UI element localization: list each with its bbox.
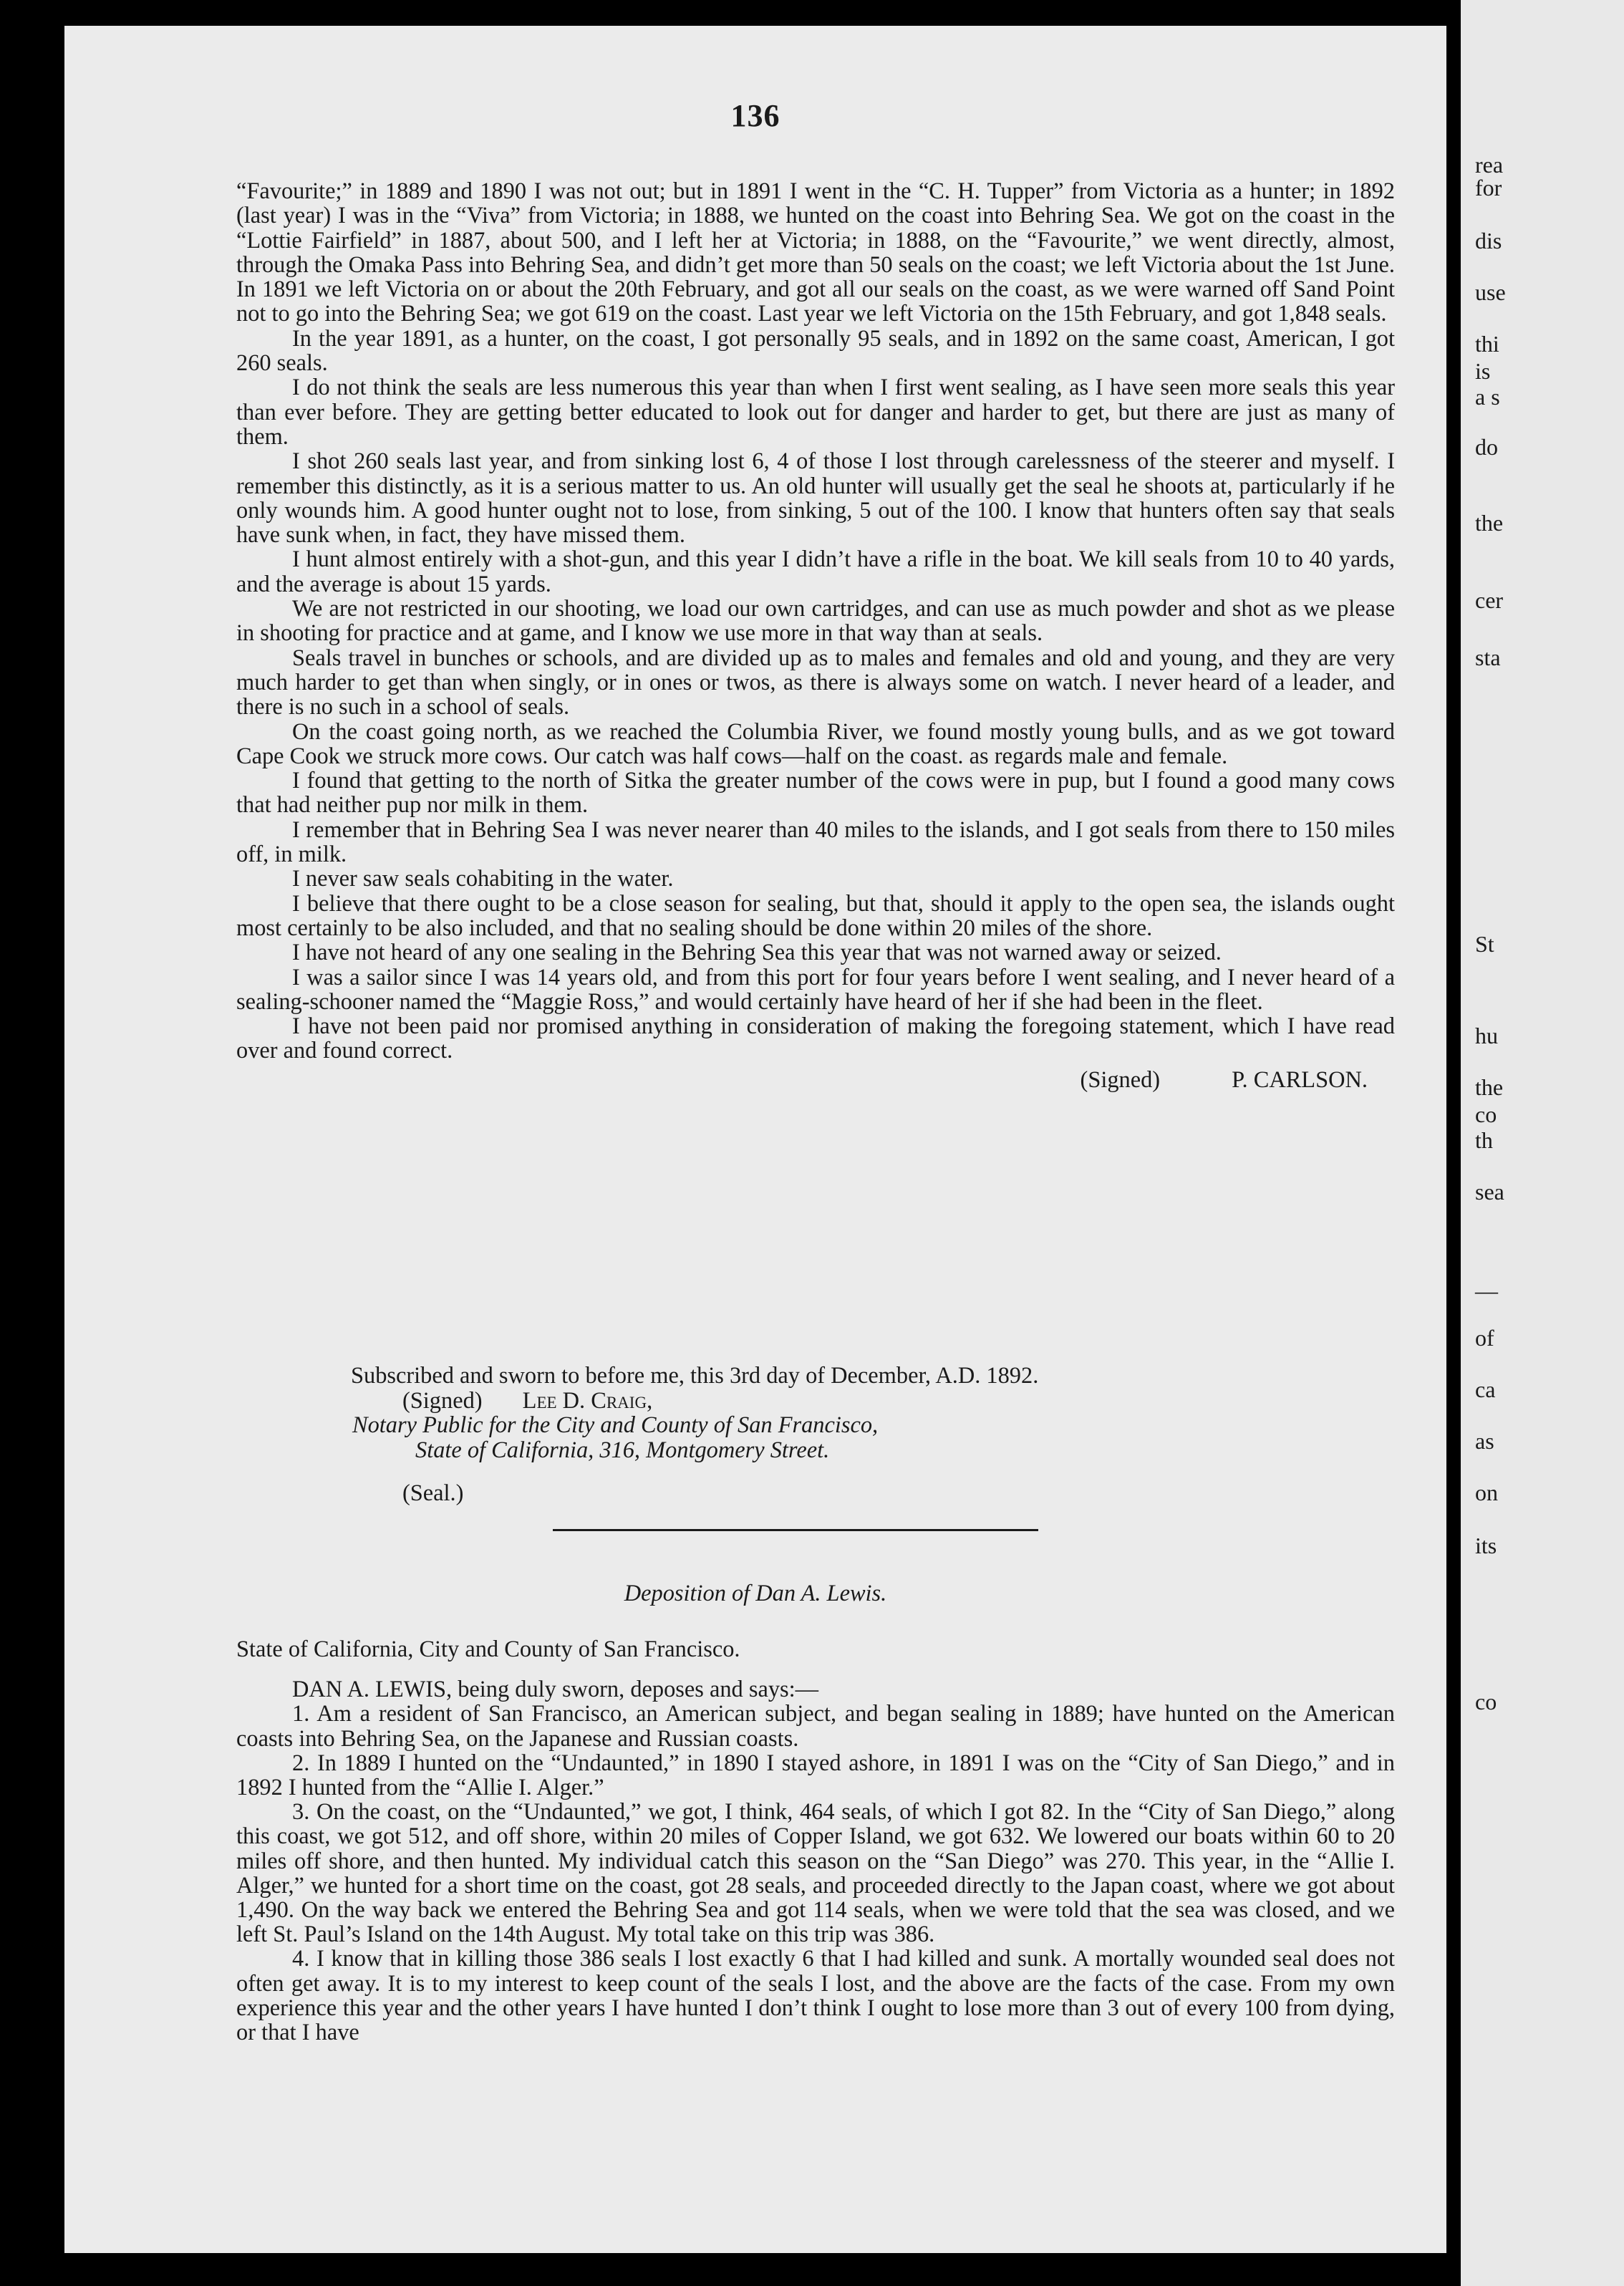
adjacent-fragment: a s [1475,384,1500,410]
adjacent-fragment: use [1475,279,1506,305]
paragraph: I shot 260 seals last year, and from sinking lost 6, 4 of those I lost through carelessness of the steerer and myself. I remember this distinctly, as it is a serious matter to us. An old hunter will usually get the seal he shoots at, particularly if he only wounds him. A good hunter ought not to lose, from sinking, 5 out of the 100. I know that hunters often say that seals have sunk when, in fact, they have missed them. [236,448,1395,549]
paragraph: On the coast going north, as we reached the Columbia River, we found mostly young bulls, and as we got toward Cape Cook we struck more cows. Our catch was half cows—half on the coast. as regards male and female. [236,718,1395,769]
signature-line [236,1068,1395,1092]
adjacent-fragment: for [1475,175,1502,201]
notary-title: Notary Public for the City and County of San Francisco, [352,1412,879,1439]
paragraph: I found that getting to the north of Sitka the greater number of the cows were in pup, but I found a good many cows that had neither pup nor milk in them. [236,768,1395,819]
paragraph: I have not been paid nor promised anything in consideration of making the foregoing statement, which I have read over and found correct. [236,1013,1395,1064]
sworn-statement: Subscribed and sworn to before me, this 3rd day of December, A.D. 1892. [351,1363,1039,1389]
notary-block [236,1364,1395,1506]
adjacent-fragment: — [1475,1278,1498,1303]
deposition-item: 1. Am a resident of San Francisco, an American subject, and began sealing in 1889; have hunted on the American coasts into Behring Sea, on the Japanese and Russian coasts. [236,1701,1395,1752]
book-page [64,26,1446,2253]
adjacent-fragment: hu [1475,1023,1498,1048]
adjacent-fragment: of [1475,1325,1494,1351]
adjacent-fragment: ca [1475,1376,1496,1402]
paragraph: I do not think the seals are less numerous this year than when I first went sealing, as I have seen more seals this year than ever before. They are getting better educated to look out for danger and harder to get, but there are just as many of them. [236,375,1395,450]
page-number: 136 [730,98,780,133]
deposition-item: 2. In 1889 I hunted on the “Undaunted,” in 1890 I stayed ashore, in 1891 I was on the “City of San Diego,” and in 1892 I hunted from the “Allie I. Alger.” [236,1750,1395,1801]
adjacent-fragment: dis [1475,228,1502,254]
adjacent-fragment: thi [1475,331,1499,357]
signed-label: (Signed) [402,1387,483,1414]
lewis-deposition [236,1637,1395,2045]
adjacent-fragment: co [1475,1101,1497,1127]
section-divider [553,1529,1038,1531]
deposition-heading: Deposition of Dan A. Lewis. [624,1581,887,1606]
venue: State of California, City and County of San Francisco. [236,1636,740,1662]
adjacent-fragment: sea [1475,1179,1504,1205]
adjacent-page [1461,0,1624,2286]
signatory-name: P. CARLSON. [1232,1066,1368,1093]
adjacent-fragment: the [1475,510,1504,536]
deposition-item: 4. I know that in killing those 386 seals I lost exactly 6 that I had killed and sunk. A mortally wounded seal does not often get away. It is to my interest to keep count of the seals I lost, and the above are the facts of the case. From my own experience this year and the other years I have hunted I don’t think I ought to lose more than 3 out of every 100 from dying, or that I have [236,1946,1395,2046]
adjacent-fragment: th [1475,1127,1493,1153]
adjacent-fragment: as [1475,1428,1494,1454]
paragraph: Seals travel in bunches or schools, and are divided up as to males and females and old and young, and they are very much harder to get than when singly, or in ones or twos, as there is always some on watch. I never heard of a leader, and there is no such in a school of seals. [236,645,1395,720]
carlson-statement [236,179,1395,1092]
paragraph: “Favourite;” in 1889 and 1890 I was not out; but in 1891 I went in the “C. H. Tupper” from Victoria as a hunter; in 1892 (last year) I was in the “Viva” from Victoria; in 1888, we hunted on the coast into Behring Sea. We got on the coast in the “Lottie Fairfield” in 1887, about 500, and I left her at Victoria; in 1888, on the “Favourite,” we went directly, almost, through the Omaka Pass into Behring Sea, and didn’t get more than 50 seals on the coast; we left Victoria about the 1st June. In 1891 we left Victoria on or about the 20th February, and got all our seals on the coast, as we were warned off Sand Point not to go into the Behring Sea; we got 619 on the coast. Last year we left Victoria on the 15th February, and got 1,848 seals. [236,178,1395,327]
paragraph: I hunt almost entirely with a shot-gun, and this year I didn’t have a rifle in the boat. We kill seals from 10 to 40 yards, and the average is about 15 yards. [236,546,1395,597]
paragraph: I remember that in Behring Sea I was never nearer than 40 miles to the islands, and I got seals from there to 150 miles off, in milk. [236,816,1395,868]
paragraph: I never saw seals cohabiting in the water. [292,866,674,892]
paragraph: I was a sailor since I was 14 years old, and from this port for four years before I went sealing, and I never heard of a sealing-schooner named the “Maggie Ross,” and would certainly have heard of her if she had been in the fleet. [236,964,1395,1015]
paragraph: In the year 1891, as a hunter, on the coast, I got personally 95 seals, and in 1892 on the same coast, American, I got 260 seals. [236,325,1395,377]
adjacent-fragment: sta [1475,645,1501,670]
paragraph: We are not restricted in our shooting, we load our own cartridges, and can use as much powder and shot as we please in shooting for practice and at game, and I know we use more in that way than at seals. [236,596,1395,647]
adjacent-fragment: its [1475,1533,1497,1558]
signed-label: (Signed) [1080,1066,1161,1093]
adjacent-fragment: cer [1475,587,1504,613]
notary-address: State of California, 316, Montgomery Street. [415,1437,830,1463]
paragraph: I have not heard of any one sealing in the Behring Sea this year that was not warned away or seized. [292,940,1222,966]
adjacent-fragment: rea [1475,152,1504,178]
adjacent-fragment: the [1475,1074,1504,1100]
seal-label: (Seal.) [402,1480,464,1507]
deposition-item: 3. On the coast, on the “Undaunted,” we got, I think, 464 seals, of which I got 82. In the “City of San Diego,” along this coast, we got 512, and off shore, within 20 miles of Copper Island, we got 632. We lowered our boats within 60 to 20 miles off shore, and then hunted. My individual catch this season on the “San Diego” was 270. This year, in the “Allie I. Alger,” we hunted for a short time on the coast, got 28 seals, and proceeded directly to the Japan coast, where we got about 1,490. On the way back we entered the Behring Sea and got 114 seals, when we were told that the sea was closed, and we left St. Paul’s Island on the 14th August. My total take on this trip was 386. [236,1799,1395,1948]
paragraph: I believe that there ought to be a close season for sealing, but that, should it apply to the open sea, the islands ought most certainly to be also included, and that no sealing should be done within 20 miles of the shore. [236,890,1395,941]
deposition-intro: DAN A. LEWIS, being duly sworn, deposes and says:— [292,1677,819,1703]
adjacent-fragment: St [1475,931,1494,957]
adjacent-fragment: is [1475,358,1491,384]
adjacent-fragment: do [1475,434,1498,460]
adjacent-fragment: on [1475,1480,1498,1505]
adjacent-fragment: co [1475,1689,1497,1714]
notary-signature [402,1389,1395,1414]
notary-name: Lee D. Craig, [522,1387,653,1414]
